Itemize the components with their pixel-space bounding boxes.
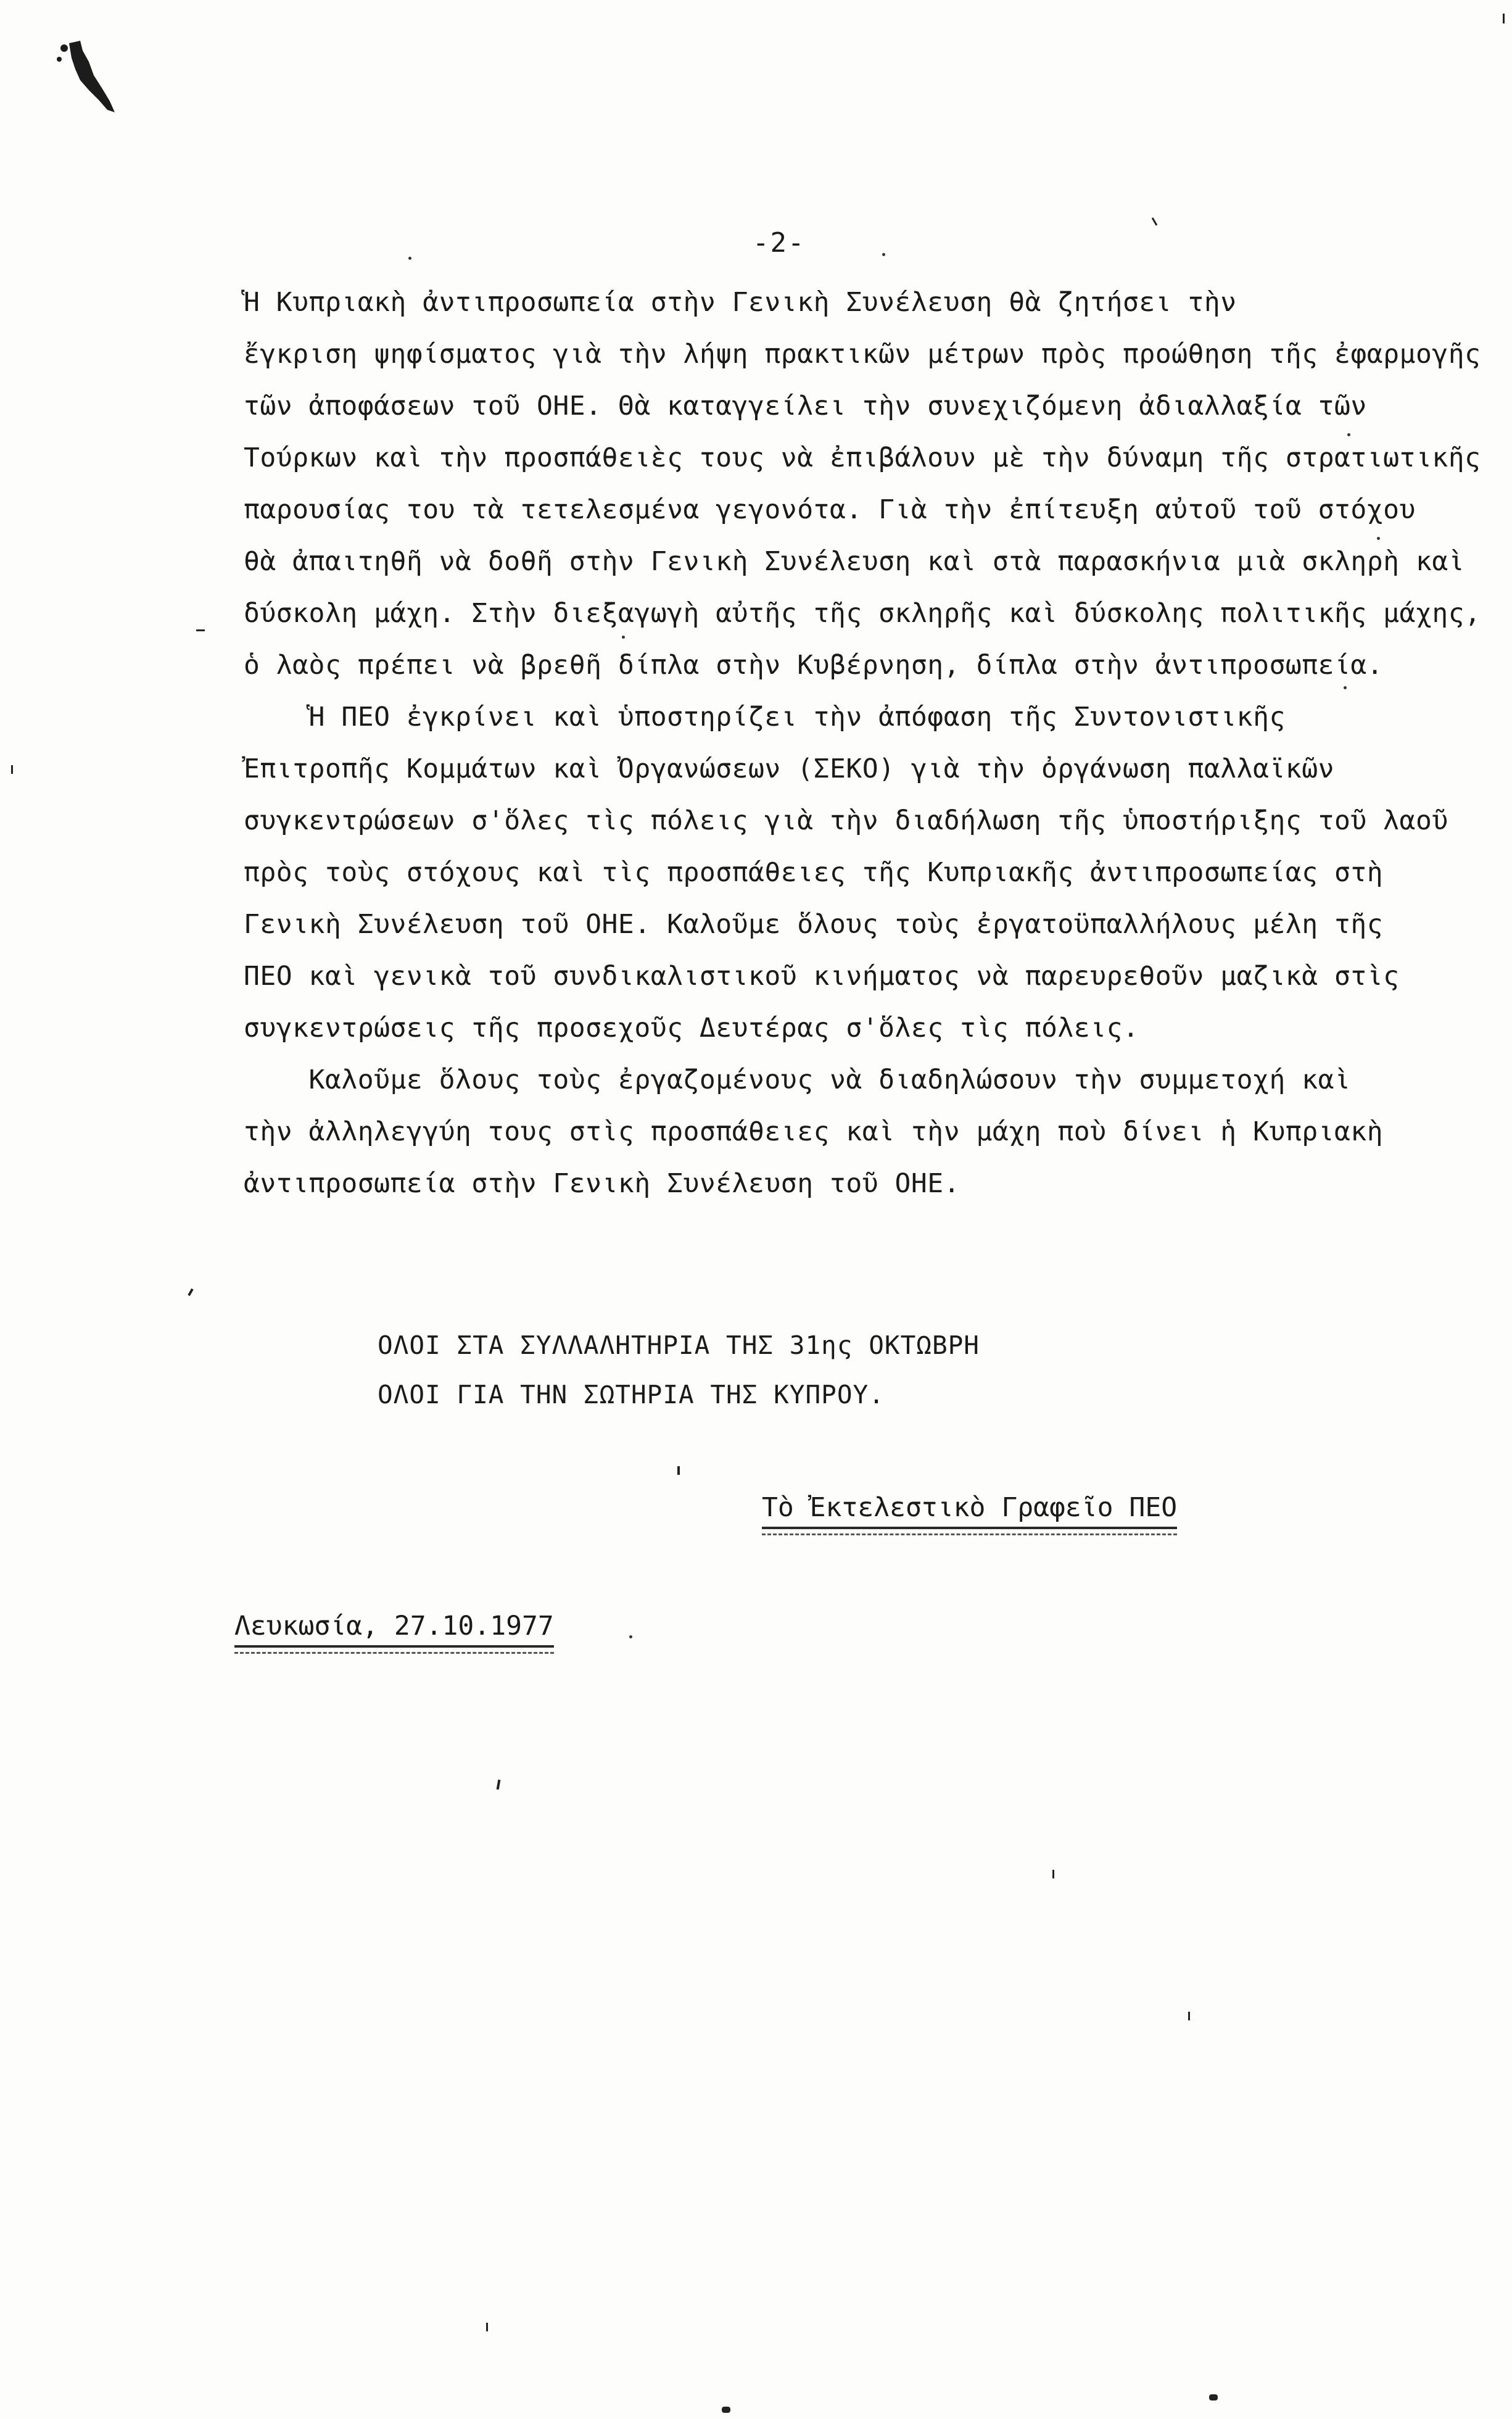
text-line: θὰ ἀπαιτηθῆ νὰ δοθῆ στὴν Γενικὴ Συνέλευση καὶ στὰ παρασκήνια μιὰ σκληρὴ καὶ <box>244 546 1465 577</box>
stray-mark <box>722 2407 730 2413</box>
dust-speck <box>629 1635 632 1638</box>
text-line: πρὸς τοὺς στόχους καὶ τὶς προσπάθειες τῆς Κυπριακῆς ἀντιπροσωπείας στὴ <box>244 857 1384 888</box>
text-line: Ἡ Κυπριακὴ ἀντιπροσωπεία στὴν Γενικὴ Συνέλευση θὰ ζητήσει τὴν <box>244 287 1237 318</box>
text-line: ἀντιπροσωπεία στὴν Γενικὴ Συνέλευση τοῦ ΟΗΕ. <box>244 1168 960 1199</box>
body-text <box>244 276 1481 1210</box>
text-line: Καλοῦμε ὅλους τοὺς ἐργαζομένους νὰ διαδηλώσουν τὴν συμμετοχή καὶ <box>244 1064 1351 1095</box>
slogans <box>378 1321 980 1419</box>
text-line: Γενικὴ Συνέλευση τοῦ ΟΗΕ. Καλοῦμε ὅλους τοὺς ἐργατοϋπαλλήλους μέλη τῆς <box>244 909 1384 940</box>
dust-speck <box>622 636 625 639</box>
stray-mark <box>196 629 205 631</box>
stray-mark <box>11 765 13 774</box>
dust-speck <box>1377 537 1380 540</box>
stray-mark <box>1209 2394 1218 2400</box>
stray-mark <box>1503 14 1505 23</box>
slogan-line: ΟΛΟΙ ΣΤΑ ΣΥΛΛΑΛΗΤΗΡΙΑ ΤΗΣ 31ης ΟΚΤΩΒΡΗ <box>378 1330 980 1360</box>
text-line: τὴν ἀλληλεγγύη τους στὶς προσπάθειες καὶ τὴν μάχη ποὺ δίνει ἡ Κυπριακὴ <box>244 1116 1384 1147</box>
text-line: Ἐπιτροπῆς Κομμάτων καὶ Ὀργανώσεων (ΣΕΚΟ) γιὰ τὴν ὀργάνωση παλλαϊκῶν <box>244 753 1335 784</box>
dust-speck <box>1347 433 1350 436</box>
text-line: συγκεντρώσεων σ'ὅλες τὶς πόλεις γιὰ τὴν διαδήλωση τῆς ὑποστήριξης τοῦ λαοῦ <box>244 805 1448 836</box>
dust-speck <box>1344 686 1347 689</box>
dust-speck <box>408 257 411 260</box>
paragraph-1 <box>244 276 1481 691</box>
stray-mark <box>677 1466 680 1475</box>
text-line: ὁ λαὸς πρέπει νὰ βρεθῆ δίπλα στὴν Κυβέρνηση, δίπλα στὴν ἀντιπροσωπεία. <box>244 650 1384 681</box>
page-number: -2- <box>753 227 806 259</box>
slogan-line: ΟΛΟΙ ΓΙΑ ΤΗΝ ΣΩΤΗΡΙΑ ΤΗΣ ΚΥΠΡΟΥ. <box>378 1380 885 1409</box>
paragraph-2 <box>244 691 1453 1054</box>
stray-mark <box>486 2323 488 2331</box>
stray-mark <box>497 1780 501 1790</box>
text-line: παρουσίας του τὰ τετελεσμένα γεγονότα. Γιὰ τὴν ἐπίτευξη αὐτοῦ τοῦ στόχου <box>244 494 1416 525</box>
text-line: Ἡ ΠΕΟ ἐγκρίνει καὶ ὑποστηρίζει τὴν ἀπόφαση τῆς Συντονιστικῆς <box>244 702 1286 732</box>
stray-mark <box>1052 1870 1054 1878</box>
signature: Τὸ Ἐκτελεστικὸ Γραφεῖο ΠΕΟ <box>762 1492 1177 1529</box>
dust-speck <box>882 253 885 256</box>
ink-blot-mark <box>51 37 118 117</box>
stray-mark <box>1188 2012 1190 2020</box>
text-line: ἔγκριση ψηφίσματος γιὰ τὴν λήψη πρακτικῶν μέτρων πρὸς προώθηση τῆς ἐφαρμογῆς <box>244 339 1481 370</box>
date-line: Λευκωσία, 27.10.1977 <box>234 1611 554 1648</box>
paragraph-3 <box>244 1054 1453 1210</box>
stray-mark <box>188 1288 193 1296</box>
text-line: δύσκολη μάχη. Στὴν διεξαγωγὴ αὐτῆς τῆς σκληρῆς καὶ δύσκολης πολιτικῆς μάχης, <box>244 598 1481 629</box>
stray-mark <box>1152 217 1158 226</box>
text-line: Τούρκων καὶ τὴν προσπάθειὲς τους νὰ ἐπιβάλουν μὲ τὴν δύναμη τῆς στρατιωτικῆς <box>244 442 1481 473</box>
text-line: ΠΕΟ καὶ γενικὰ τοῦ συνδικαλιστικοῦ κινήματος νὰ παρευρεθοῦν μαζικὰ στὶς <box>244 961 1400 992</box>
text-line: τῶν ἀποφάσεων τοῦ ΟΗΕ. Θὰ καταγγείλει τὴν συνεχιζόμενη ἀδιαλλαξία τῶν <box>244 391 1367 421</box>
text-line: συγκεντρώσεις τῆς προσεχοῦς Δευτέρας σ'ὅλες τὶς πόλεις. <box>244 1013 1139 1044</box>
